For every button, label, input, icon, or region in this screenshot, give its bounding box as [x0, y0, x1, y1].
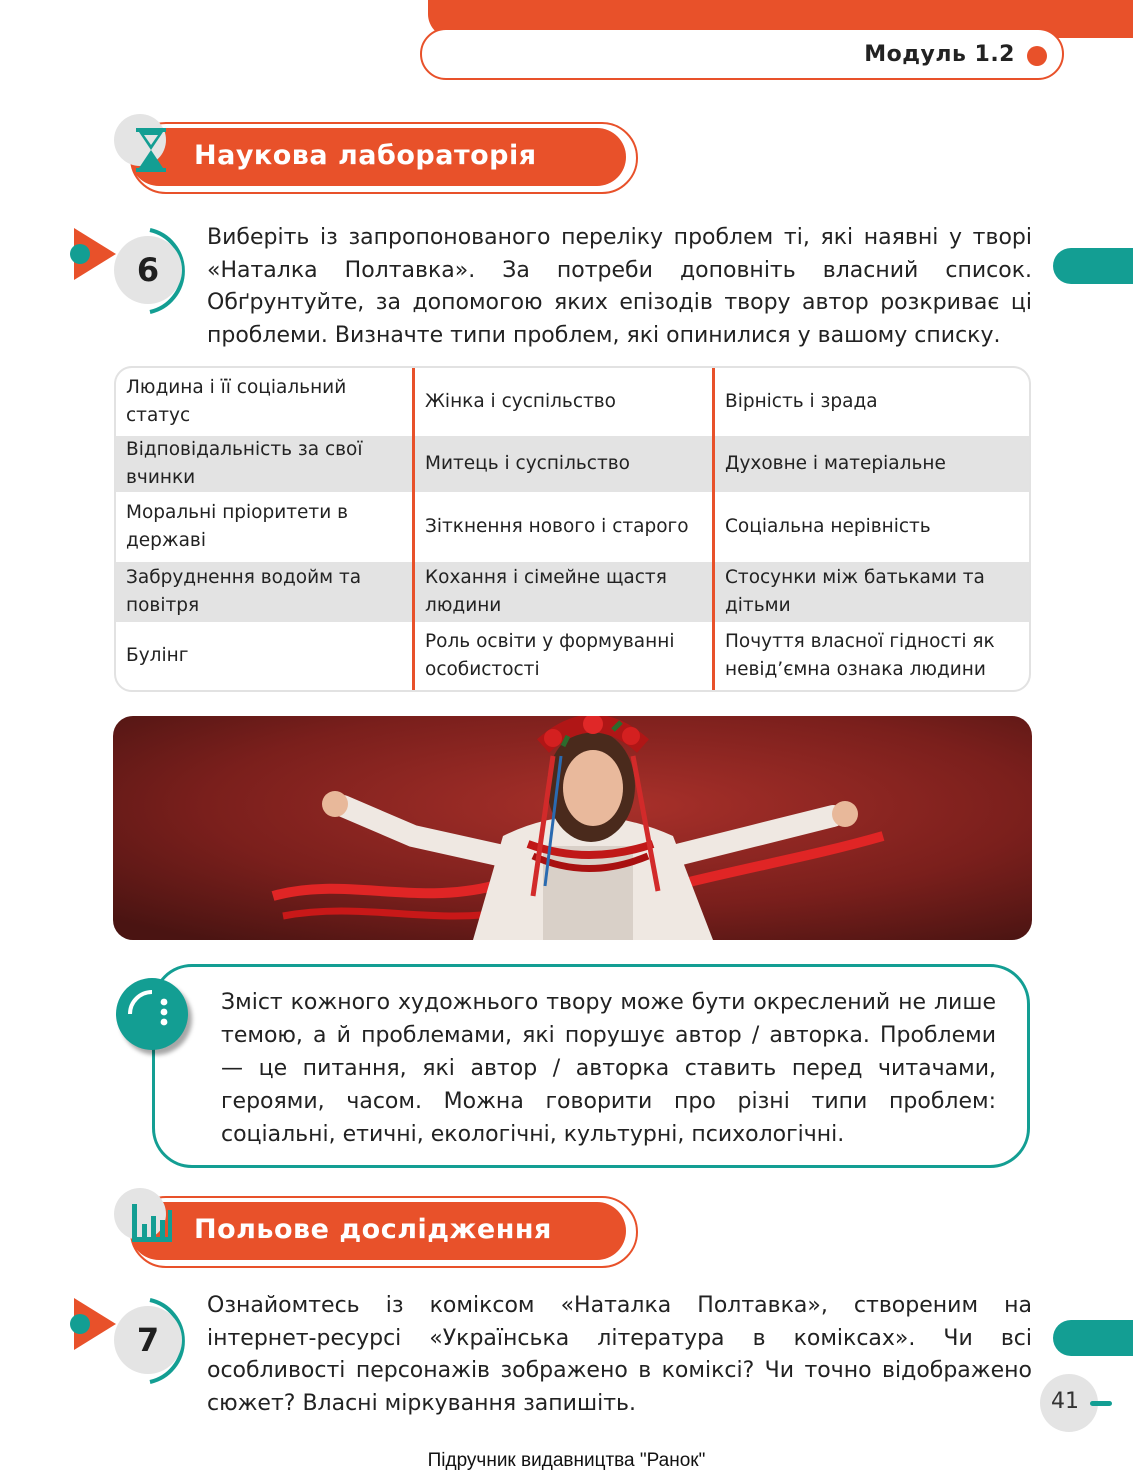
publisher-footer: Підручник видавництва "Ранок" [427, 1450, 706, 1471]
section-title: Польове дослідження [194, 1214, 552, 1245]
table-row [116, 622, 1029, 690]
module-dot [1027, 46, 1047, 66]
question-icon [116, 978, 188, 1050]
side-tab [1053, 1320, 1133, 1356]
play-marker-dot [70, 244, 90, 264]
table-cell: Відповідальність за свої вчинки [116, 436, 414, 492]
table-cell: Людина і її соціальний статус [126, 377, 347, 426]
table-cell: Кохання і сімейне щастя людини [414, 562, 714, 622]
table-cell: Зіткнення нового і старого [414, 492, 714, 562]
bar-chart-icon [130, 1200, 174, 1244]
hourglass-icon [134, 126, 168, 174]
table-cell: Митець і суспільство [414, 436, 714, 492]
task-text: Виберіть із запропонованого переліку проблем ті, які наявні у творі «Наталка Полтавка». За потреби доповніть власний список. Обґрунтуйте, за допомогою яких епізодів твору автор розкриває ці проблеми. Визначте типи проблем, які опинилися у вашому списку. [207, 225, 1032, 348]
task-number: 7 [136, 1321, 160, 1359]
table-cell: Стосунки між батьками та дітьми [714, 562, 1030, 622]
page-number-dash [1090, 1401, 1112, 1406]
side-tab [1053, 248, 1133, 284]
table-cell: Вірність і зрада [725, 391, 878, 412]
page-number: 41 [1051, 1389, 1079, 1414]
table-cell: Моральні пріоритети в державі [126, 502, 349, 551]
section-title: Наукова лабораторія [194, 140, 537, 171]
table-cell: Булінг [126, 645, 189, 666]
table-row [116, 492, 1029, 562]
table-row [116, 436, 1029, 492]
photo-woman-in-folk-costume [113, 716, 1032, 940]
table-cell: Роль освіти у формуванні особистості [414, 622, 714, 690]
table-cell: Жінка і суспільство [414, 368, 714, 436]
table-cell: Соціальна нерівність [725, 516, 931, 537]
problems-table [114, 366, 1031, 692]
table-cell: Духовне і матеріальне [714, 436, 1030, 492]
table-row [116, 368, 1029, 436]
table-row [116, 562, 1029, 622]
module-label: Модуль 1.2 [864, 42, 1015, 67]
task-number: 6 [136, 251, 160, 289]
table-cell: Забруднення водойм та повітря [116, 562, 414, 622]
task-text: Ознайомтесь із коміксом «Наталка Полтавка», створеним на інтернет-ресурсі «Українська література в коміксах». Чи всі особливості персонажів зображено в коміксі? Чи точно відображено сюжет? Власні міркування запишіть. [207, 1293, 1032, 1416]
table-cell: Почуття власної гідності як невід’ємна ознака людини [725, 631, 995, 680]
play-marker-dot [70, 1314, 90, 1334]
info-text: Зміст кожного художнього твору може бути окреслений не лише темою, а й проблемами, які порушує автор / авторка. Проблеми — це питання, які автор / авторка ставить перед читачами, героями, часом. Можна говорити про різні типи проблем: соціальні, етичні, екологічні, культурні, психологічні. [221, 990, 996, 1147]
